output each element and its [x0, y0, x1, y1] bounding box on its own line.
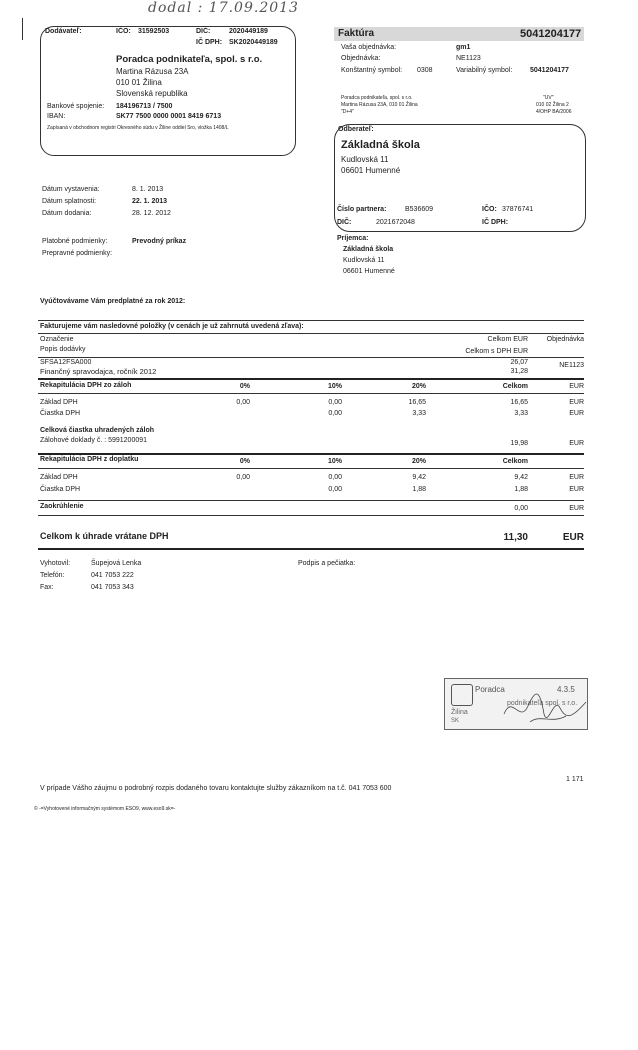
item-code: SFSA12FSA000 [40, 359, 92, 366]
intro-text: Vyúčtovávame Vám predplatné za rok 2012: [40, 298, 186, 305]
recap-add-cell: 0,00 [328, 486, 342, 493]
recap-add-row-label: Základ DPH [40, 474, 78, 481]
recap-add-cell: EUR [569, 474, 584, 481]
supplier-icdph: SK2020449189 [229, 39, 278, 46]
ks-label: Konštantný symbol: [341, 67, 403, 74]
due-date: 22. 1. 2013 [132, 198, 168, 205]
order2-value: NE1123 [456, 55, 481, 62]
item-total: 26,07 [510, 359, 528, 366]
recap-adv-row-label: Čiastka DPH [40, 410, 81, 417]
customer-label: Odberateľ: [338, 126, 374, 133]
col-total-vat: Celkom s DPH EUR [465, 348, 528, 355]
recap-adv-col-cur: EUR [569, 383, 584, 390]
recipient-name: Základná škola [343, 246, 394, 253]
due-date-label: Dátum splatnosti: [42, 198, 97, 205]
handwritten-note: dodal : 17.09.2013 [148, 0, 299, 16]
uv-line-2: 010 02 Žilina 2 [536, 102, 569, 108]
advances-title: Celková čiastka uhradených záloh [40, 427, 154, 434]
sender-small-2: Martina Rázusa 23A, 010 01 Žilina [341, 102, 418, 108]
delivery-date: 28. 12. 2012 [132, 210, 171, 217]
recipient-street: Kudlovská 11 [343, 257, 385, 264]
phone-label: Telefón: [40, 572, 65, 579]
recap-adv-cell: EUR [569, 399, 584, 406]
supplier-ico-label: IČO: [116, 28, 131, 35]
issue-date-label: Dátum vystavenia: [42, 186, 100, 193]
recap-add-cell: 0,00 [328, 474, 342, 481]
issued-by-label: Vyhotovil: [40, 560, 71, 567]
payment-terms-label: Platobné podmienky: [42, 238, 108, 245]
recap-adv-cell: 0,00 [328, 410, 342, 417]
supplier-country: Slovenská republika [116, 89, 188, 98]
iban-value: SK77 7500 0000 0001 8419 6713 [116, 113, 222, 120]
items-header-line [38, 333, 584, 334]
customer-name: Základná škola [341, 139, 420, 151]
recap-adv-cell: 16,65 [408, 399, 426, 406]
customer-street: Kudlovská 11 [341, 155, 389, 164]
recap-add-cell: 9,42 [412, 474, 426, 481]
recap-adv-title: Rekapitulácia DPH zo záloh [40, 382, 132, 389]
supplier-name: Poradca podnikateľa, spol. s r.o. [116, 54, 263, 65]
advances-cur: EUR [569, 440, 584, 447]
invoice-title: Faktúra [338, 28, 375, 39]
vs-label: Variabilný symbol: [456, 67, 513, 74]
recap-adv-cell: EUR [569, 410, 584, 417]
supplier-city: 010 01 Žilina [116, 78, 162, 87]
grand-total-line [38, 548, 584, 550]
col-designation: Označenie [40, 336, 74, 343]
bank-label: Bankové spojenie: [47, 103, 105, 110]
fax-value: 041 7053 343 [91, 584, 134, 591]
supplier-street: Martina Rázusa 23A [116, 67, 189, 76]
order-value: gm1 [456, 44, 471, 51]
rounding-label: Zaokrúhlenie [40, 503, 84, 510]
phone-value: 041 7053 222 [91, 572, 134, 579]
recipient-city: 06601 Humenné [343, 268, 395, 275]
supplier-dic-label: DIČ: [196, 28, 211, 35]
signature-scribble [500, 684, 590, 730]
recap-add-col-20: 20% [411, 458, 426, 465]
sender-small-1: Poradca podnikateľa, spol. s r.o. [341, 95, 413, 101]
recap-add-title: Rekapitulácia DPH z doplatku [40, 456, 139, 463]
recap-adv-top-line [38, 378, 584, 380]
customer-icdph-label: IČ DPH: [482, 219, 509, 226]
stamp-line-1: Poradca [475, 685, 505, 694]
recap-add-cell: EUR [569, 486, 584, 493]
customer-ico-label: IČO: [482, 206, 497, 213]
recap-add-col-total: Celkom [502, 458, 528, 465]
supplier-icdph-label: IČ DPH: [196, 39, 223, 46]
recap-add-cell: 1,88 [412, 486, 426, 493]
partner-label: Číslo partnera: [337, 206, 387, 213]
margin-mark [22, 18, 23, 40]
vs-value: 5041204177 [530, 67, 569, 74]
recap-add-header-line [38, 468, 584, 469]
supplier-ico: 31592503 [138, 28, 170, 35]
rounding-top-line [38, 500, 584, 501]
delivery-date-label: Dátum dodania: [42, 210, 92, 217]
item-total-vat: 31,28 [510, 368, 528, 375]
items-cols-line [38, 357, 584, 358]
register-note: Zapísaná v obchodnom registri Okresného súdu v Žiline oddiel Sro, vložka 1408/L [47, 125, 229, 131]
sender-small-3: "D+4" [341, 109, 354, 115]
recap-adv-cell: 0,00 [328, 399, 342, 406]
page-code: 1 171 [566, 776, 584, 783]
col-description: Popis dodávky [40, 346, 86, 353]
order2-label: Objednávka: [341, 55, 381, 62]
recap-adv-col-0: 0% [239, 383, 250, 390]
recap-add-cell: 9,42 [514, 474, 528, 481]
rounding-value: 0,00 [514, 505, 528, 512]
recap-adv-col-total: Celkom [502, 383, 528, 390]
item-order: NE1123 [559, 362, 584, 369]
recap-adv-col-10: 10% [327, 383, 342, 390]
customer-dic-label: DIČ: [337, 219, 352, 226]
issued-by: Šupejová Lenka [91, 560, 142, 567]
recap-adv-cell: 16,65 [510, 399, 528, 406]
recap-adv-header-line [38, 393, 584, 394]
uv-code: "UV" [543, 95, 554, 101]
transport-terms-label: Prepravné podmienky: [42, 250, 113, 257]
footer-system: © -=Vyhotovené informačným systémom ESO9, www.eso9.sk=- [34, 806, 176, 812]
recipient-label: Príjemca: [337, 235, 369, 242]
recap-adv-cell: 0,00 [236, 399, 250, 406]
stamp-line-3: podnikateľa spol. s r.o. [507, 700, 578, 707]
stamp-logo-icon [451, 684, 473, 706]
customer-ico: 37876741 [502, 206, 534, 213]
col-order: Objednávka [546, 336, 584, 343]
signature-label: Podpis a pečiatka: [298, 560, 356, 567]
stamp-line-2: 4.3.5 [557, 685, 575, 694]
grand-total-value: 11,30 [503, 532, 528, 543]
advances-docs: Zálohové doklady č. : 5991200091 [40, 437, 148, 444]
grand-total-cur: EUR [562, 532, 584, 543]
recap-add-top-line [38, 453, 584, 455]
bank-account: 184196713 / 7500 [116, 103, 173, 110]
recap-adv-cell: 3,33 [514, 410, 528, 417]
col-total: Celkom EUR [487, 336, 528, 343]
recap-add-col-10: 10% [327, 458, 342, 465]
fax-label: Fax: [40, 584, 54, 591]
recap-add-col-0: 0% [239, 458, 250, 465]
item-name: Finančný spravodajca, ročník 2012 [40, 367, 157, 376]
payment-terms: Prevodný príkaz [132, 238, 187, 245]
recap-adv-cell: 3,33 [412, 410, 426, 417]
recap-adv-row-label: Základ DPH [40, 399, 78, 406]
advances-total: 19,98 [510, 440, 528, 447]
recap-add-cell: 0,00 [236, 474, 250, 481]
supplier-label: Dodávateľ: [45, 28, 82, 35]
customer-city: 06601 Humenné [341, 166, 401, 175]
grand-total-label: Celkom k úhrade vrátane DPH [40, 531, 169, 541]
recap-add-row-label: Čiastka DPH [40, 486, 81, 493]
recap-add-cell: 1,88 [514, 486, 528, 493]
items-header: Fakturujeme vám nasledovné položky (v cenách je už zahrnutá uvedená zľava): [40, 323, 304, 330]
issue-date: 8. 1. 2013 [132, 186, 164, 193]
supplier-dic: 2020449189 [229, 28, 268, 35]
uv-line-3: 4/OHP BA/2006 [536, 109, 572, 115]
invoice-number: 5041204177 [520, 28, 582, 40]
partner-value: B536609 [405, 206, 434, 213]
order-label: Vaša objednávka: [341, 44, 397, 51]
iban-label: IBAN: [47, 113, 66, 120]
stamp-line-4: Žilina [451, 709, 468, 716]
rounding-cur: EUR [569, 505, 584, 512]
rounding-bottom-line [38, 515, 584, 516]
items-top-line [38, 320, 584, 321]
customer-dic: 2021672048 [376, 219, 415, 226]
recap-adv-col-20: 20% [411, 383, 426, 390]
stamp-line-5: SK [451, 718, 460, 724]
ks-value: 0308 [417, 67, 433, 74]
footer-note: V prípade Vášho záujmu o podrobný rozpis dodaného tovaru kontaktujte služby zákazníkom na t.č. 041 7053 600 [40, 785, 392, 792]
